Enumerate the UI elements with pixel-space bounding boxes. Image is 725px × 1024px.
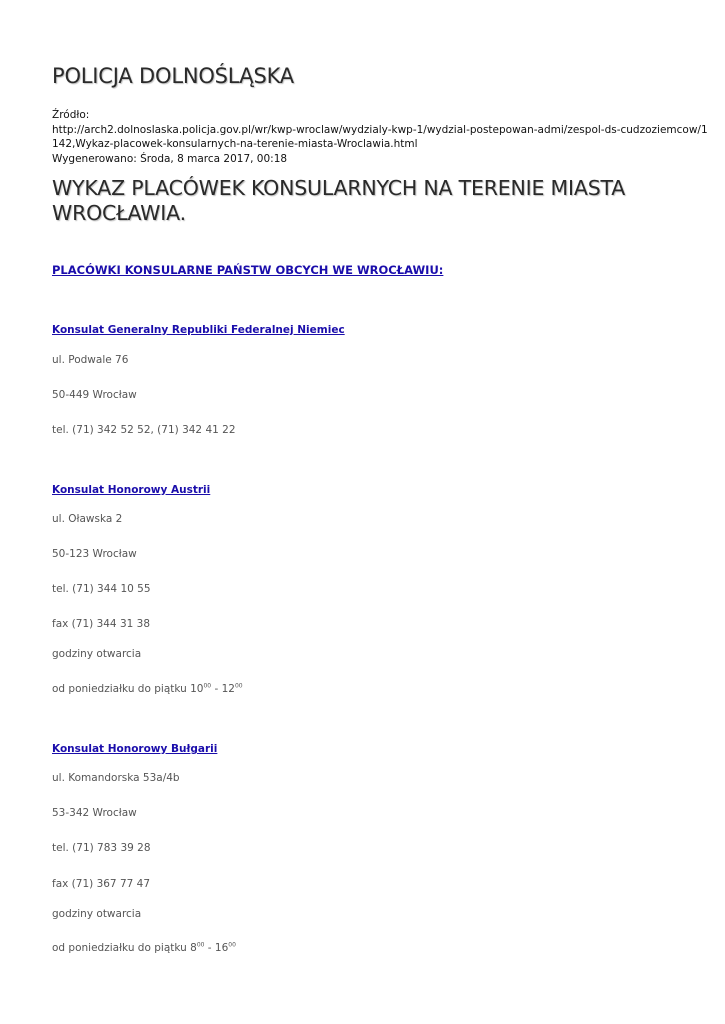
entry-city: 50-449 Wrocław	[52, 389, 137, 401]
hours-end-minutes: 00	[228, 941, 236, 949]
entry-street: ul. Oławska 2	[52, 513, 123, 525]
page-heading: WYKAZ PLACÓWEK KONSULARNYCH NA TERENIE MIASTA WROCŁAWIA.	[52, 176, 626, 225]
entry-fax: fax (71) 344 31 38	[52, 618, 151, 630]
hours-start-minutes: 00	[196, 941, 205, 949]
entry-street: ul. Podwale 76	[52, 354, 129, 366]
entry-fax: fax (71) 367 77 47	[52, 878, 151, 890]
source-label: Źródło:	[52, 109, 90, 121]
hours-end-minutes: 00	[234, 682, 243, 690]
section-link[interactable]: PLACÓWKI KONSULARNE PAŃSTW OBCYCH WE WROCŁAWIU:	[52, 263, 444, 277]
entry-phone: tel. (71) 344 10 55	[52, 583, 151, 595]
entry-phone: tel. (71) 783 39 28	[52, 842, 151, 854]
entry-title-austria[interactable]: Konsulat Honorowy Austrii	[52, 484, 211, 496]
entry-hours-label: godziny otwarcia	[52, 648, 142, 660]
entry-title-germany[interactable]: Konsulat Generalny Republiki Federalnej Niemiec	[52, 324, 345, 336]
entry-street: ul. Komandorska 53a/4b	[52, 772, 180, 784]
entry-city: 53-342 Wrocław	[52, 807, 137, 819]
hours-prefix: od poniedziałku do piątku 8	[52, 942, 197, 954]
source-url-line-2: 142,Wykaz-placowek-konsularnych-na-terenie-miasta-Wroclawia.html	[52, 138, 418, 150]
site-title: POLICJA DOLNOŚLĄSKA	[52, 64, 294, 88]
hours-separator: - 16	[204, 942, 229, 954]
source-url-line-1: http://arch2.dolnoslaska.policja.gov.pl/wr/kwp-wroclaw/wydzialy-kwp-1/wydzial-postepowan-admi/zespol-ds-cudzoziemcow/1	[52, 123, 708, 136]
entry-city: 50-123 Wrocław	[52, 548, 137, 560]
entry-hours	[52, 683, 243, 695]
entry-hours-label: godziny otwarcia	[52, 908, 142, 920]
hours-prefix: od poniedziałku do piątku 10	[52, 683, 204, 695]
generated-date: Wygenerowano: Środa, 8 marca 2017, 00:18	[52, 152, 288, 165]
source-meta	[52, 108, 708, 166]
hours-start-minutes: 00	[203, 682, 212, 690]
entry-title-bulgaria[interactable]: Konsulat Honorowy Bułgarii	[52, 743, 218, 755]
hours-separator: - 12	[211, 683, 235, 695]
entry-hours	[52, 942, 236, 954]
entry-phone: tel. (71) 342 52 52, (71) 342 41 22	[52, 424, 236, 436]
